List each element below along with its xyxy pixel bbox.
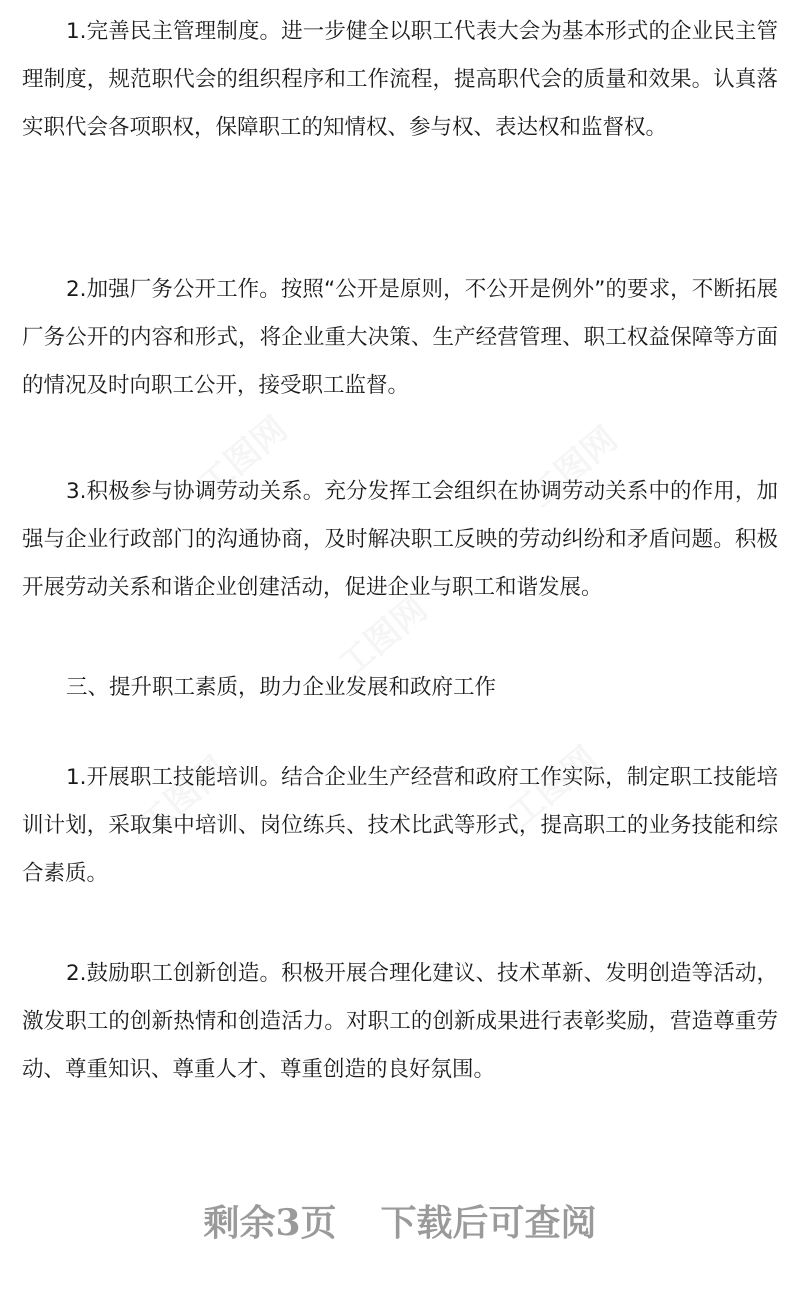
- section-heading-three: 三、提升职工素质，助力企业发展和政府工作: [66, 675, 497, 700]
- download-prompt-banner[interactable]: [0, 1188, 800, 1258]
- paragraph-labor-relations: 3.积极参与协调劳动关系。充分发挥工会组织在协调劳动关系中的作用，加强与企业行政部门的沟通协商，及时解决职工反映的劳动纠纷和矛盾问题。积极开展劳动关系和谐企业创建活动，促进企业与职工和谐发展。: [22, 479, 778, 600]
- paragraph-democratic-management: 1.完善民主管理制度。进一步健全以职工代表大会为基本形式的企业民主管理制度，规范职代会的组织程序和工作流程，提高职代会的质量和效果。认真落实职代会各项职权，保障职工的知情权、参与权、表达权和监督权。: [22, 19, 778, 140]
- watermark-logo: 工图网: [191, 409, 296, 506]
- download-to-view-label: 下载后可查阅: [380, 1202, 597, 1244]
- paragraph-skills-training: 1.开展职工技能培训。结合企业生产经营和政府工作实际，制定职工技能培训计划，采取集中培训、岗位练兵、技术比武等形式，提高职工的业务技能和综合素质。: [22, 765, 778, 886]
- watermark-logo: 工图网: [331, 589, 436, 686]
- remaining-pages-label: 剩余3页: [203, 1202, 337, 1244]
- paragraph-innovation: 2.鼓励职工创新创造。积极开展合理化建议、技术革新、发明创造等活动，激发职工的创新热情和创造活力。对职工的创新成果进行表彰奖励，营造尊重劳动、尊重知识、尊重人才、尊重创造的良好氛围。: [22, 961, 778, 1082]
- paragraph-factory-affairs-disclosure: 2.加强厂务公开工作。按照“公开是原则，不公开是例外”的要求，不断拓展厂务公开的内容和形式，将企业重大决策、生产经营管理、职工权益保障等方面的情况及时向职工公开，接受职工监督。: [22, 277, 778, 398]
- watermark-logo: 工图网: [501, 739, 606, 836]
- watermark-logo: 工图网: [131, 749, 236, 846]
- watermark-logo: 工图网: [521, 419, 626, 516]
